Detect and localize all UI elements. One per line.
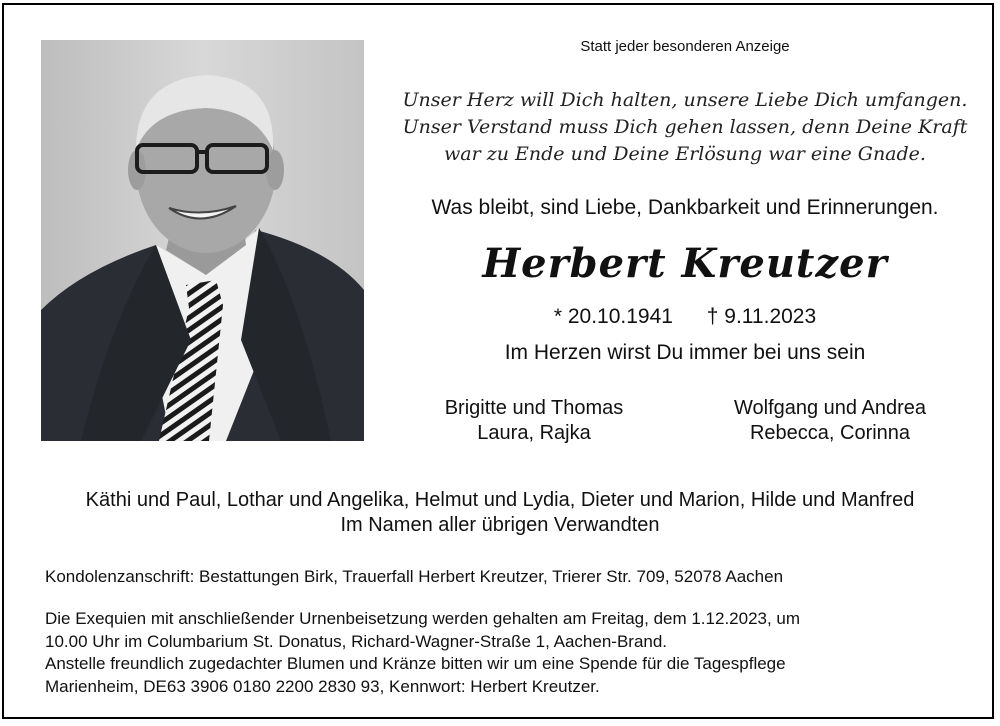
- family-line: Wolfgang und Andrea: [733, 397, 926, 419]
- family-line: Rebecca, Corinna: [749, 422, 911, 444]
- portrait-photo: [41, 40, 364, 441]
- birth-date: * 20.10.1941: [553, 305, 673, 328]
- notice-header: Statt jeder besonderen Anzeige: [580, 38, 790, 55]
- remain-line: Was bleibt, sind Liebe, Dankbarkeit und Erinnerungen.: [431, 196, 939, 219]
- poem-line: war zu Ende und Deine Erlösung war eine Gnade.: [444, 143, 926, 165]
- funeral-line: 10.00 Uhr im Columbarium St. Donatus, Richard-Wagner-Straße 1, Aachen-Brand.: [45, 631, 668, 651]
- death-date: † 9.11.2023: [706, 305, 817, 328]
- family-block: [384, 396, 684, 446]
- motto: Im Herzen wirst Du immer bei uns sein: [504, 341, 866, 364]
- family-line: Laura, Rajka: [477, 422, 591, 444]
- funeral-line: Die Exequien mit anschließender Urnenbeisetzung werden gehalten am Freitag, dem 1.12.2023, um: [45, 609, 801, 628]
- relatives-names: Käthi und Paul, Lothar und Angelika, Helmut und Lydia, Dieter und Marion, Hilde und Manfred: [85, 489, 915, 511]
- family-block: [680, 396, 980, 446]
- relatives: [0, 488, 1000, 538]
- relatives-others: Im Namen aller übrigen Verwandten: [340, 514, 660, 536]
- life-dates: [375, 305, 995, 329]
- family-line: Brigitte und Thomas: [444, 397, 624, 419]
- portrait-illustration: [41, 40, 364, 441]
- condolence-address: Kondolenzanschrift: Bestattungen Birk, Trauerfall Herbert Kreutzer, Trierer Str. 709, 52078 Aachen: [45, 567, 784, 586]
- poem-line: Unser Herz will Dich halten, unsere Liebe Dich umfangen.: [402, 89, 968, 111]
- funeral-line: Anstelle freundlich zugedachter Blumen und Kränze bitten wir um eine Spende für die Tagespflege: [45, 654, 786, 673]
- deceased-name: Herbert Kreutzer: [482, 240, 888, 287]
- funeral-info: [45, 608, 800, 698]
- poem-line: Unser Verstand muss Dich gehen lassen, denn Deine Kraft: [402, 116, 968, 138]
- funeral-line: Marienheim, DE63 3906 0180 2200 2830 93, Kennwort: Herbert Kreutzer.: [45, 676, 600, 696]
- poem: [375, 87, 995, 168]
